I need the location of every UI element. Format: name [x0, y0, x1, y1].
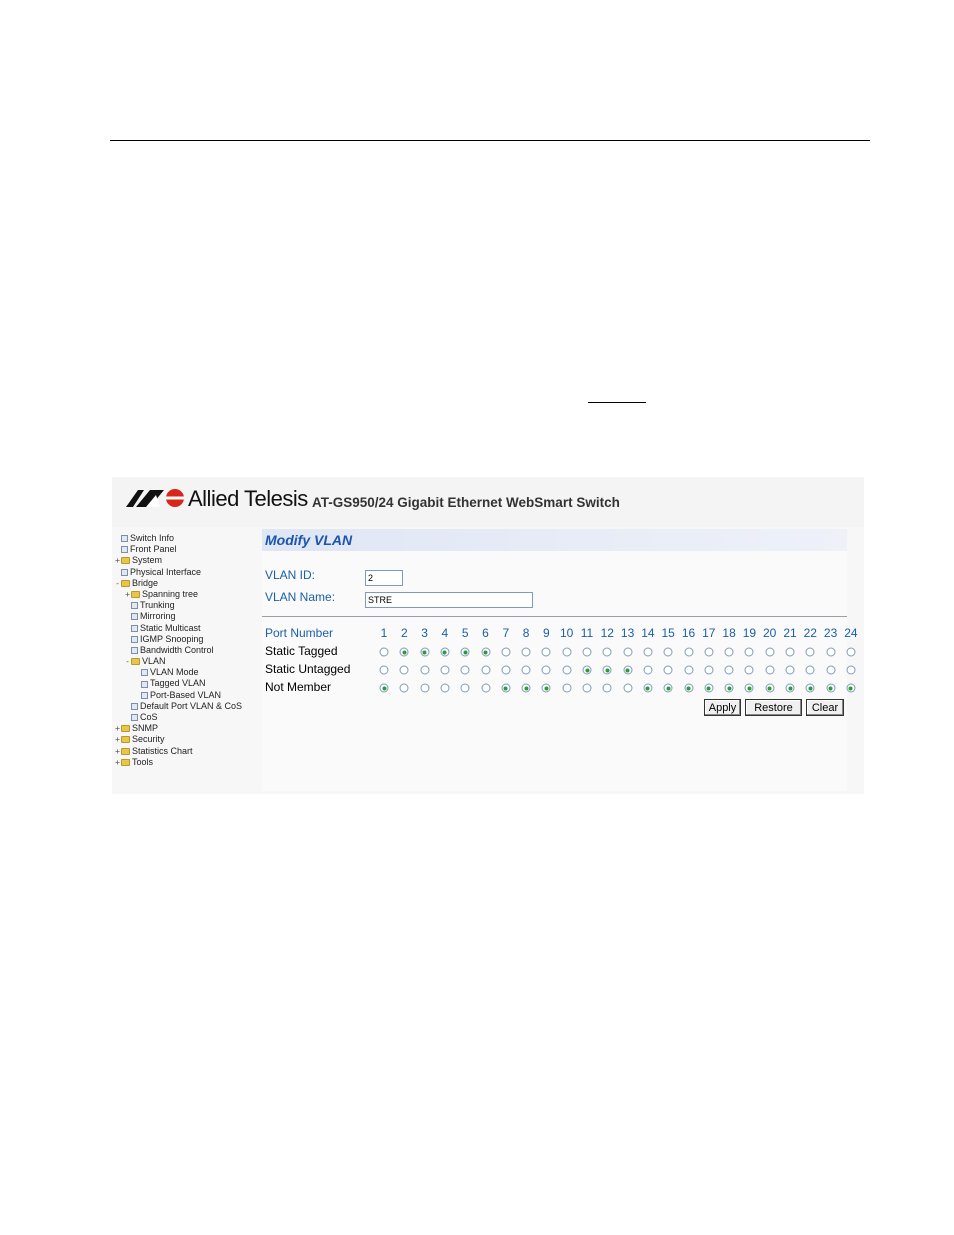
- port-number: 13: [620, 626, 635, 640]
- port-radio[interactable]: [806, 666, 815, 675]
- port-radio[interactable]: [461, 666, 470, 675]
- port-number: 17: [702, 626, 716, 640]
- collapse-icon[interactable]: -: [115, 578, 120, 588]
- tree-item-label: VLAN: [142, 656, 166, 667]
- page-icon: [131, 602, 138, 609]
- tree-item[interactable]: [112, 634, 248, 645]
- port-radio[interactable]: [481, 684, 490, 693]
- port-radio[interactable]: [684, 666, 693, 675]
- folder-icon: [131, 591, 140, 598]
- port-radio[interactable]: [400, 684, 409, 693]
- tree-item-label: Bridge: [132, 577, 159, 588]
- expand-icon[interactable]: +: [115, 735, 120, 745]
- static-untagged-label: Static Untagged: [265, 662, 351, 676]
- tree-item[interactable]: [112, 656, 248, 667]
- port-radio[interactable]: [603, 684, 612, 693]
- port-radio[interactable]: [786, 666, 795, 675]
- static-tagged-label: Static Tagged: [265, 644, 338, 658]
- port-radio[interactable]: [846, 648, 855, 657]
- tree-item[interactable]: [112, 578, 248, 589]
- port-radio[interactable]: [522, 666, 531, 675]
- port-radio[interactable]: [704, 666, 713, 675]
- port-radio[interactable]: [501, 666, 510, 675]
- collapse-icon[interactable]: -: [125, 657, 130, 667]
- port-radio[interactable]: [643, 684, 652, 693]
- port-radio[interactable]: [643, 648, 652, 657]
- port-number: 1: [380, 626, 388, 640]
- page-icon: [131, 703, 138, 710]
- port-radio[interactable]: [420, 666, 429, 675]
- folder-icon: [121, 725, 130, 732]
- tree-item-label: Mirroring: [140, 611, 176, 622]
- brand-name: Allied Telesis: [188, 486, 308, 511]
- vlan-id-label: VLAN ID:: [265, 568, 316, 582]
- tree-item-label: Spanning tree: [142, 588, 199, 599]
- port-radio[interactable]: [725, 684, 734, 693]
- port-radio[interactable]: [522, 684, 531, 693]
- tree-item[interactable]: [112, 734, 248, 745]
- port-radio[interactable]: [725, 648, 734, 657]
- port-radio[interactable]: [542, 648, 551, 657]
- port-radio[interactable]: [420, 648, 429, 657]
- page-icon: [131, 636, 138, 643]
- port-number: 16: [681, 626, 696, 640]
- port-radio[interactable]: [562, 684, 571, 693]
- port-number: 4: [441, 626, 449, 640]
- port-radio[interactable]: [420, 684, 429, 693]
- port-radio[interactable]: [806, 648, 815, 657]
- page-icon: [131, 714, 138, 721]
- apply-button[interactable]: Apply: [704, 699, 741, 716]
- folder-icon: [121, 580, 130, 587]
- not-member-label: Not Member: [265, 680, 332, 694]
- port-radio[interactable]: [583, 648, 592, 657]
- tree-item[interactable]: [112, 712, 248, 723]
- port-radio[interactable]: [583, 684, 592, 693]
- port-radio[interactable]: [380, 666, 389, 675]
- port-radio[interactable]: [745, 684, 754, 693]
- port-number: 19: [742, 626, 757, 640]
- port-radio[interactable]: [623, 666, 632, 675]
- port-radio[interactable]: [745, 648, 754, 657]
- tree-item-label: Static Multicast: [140, 622, 201, 633]
- page-title: Modify VLAN: [265, 532, 353, 548]
- tree-item[interactable]: [112, 678, 248, 689]
- port-radio[interactable]: [400, 666, 409, 675]
- tree-item[interactable]: [112, 690, 248, 701]
- port-radio[interactable]: [562, 666, 571, 675]
- port-radio[interactable]: [440, 648, 449, 657]
- port-radio[interactable]: [501, 648, 510, 657]
- tree-item[interactable]: [112, 645, 248, 656]
- tree-item-label: Port-Based VLAN: [150, 689, 222, 700]
- port-radio[interactable]: [826, 666, 835, 675]
- port-radio[interactable]: [481, 648, 490, 657]
- expand-icon[interactable]: +: [115, 556, 120, 566]
- port-radio[interactable]: [400, 648, 409, 657]
- port-number: 18: [722, 626, 736, 640]
- port-number: 5: [461, 626, 469, 640]
- tree-item[interactable]: [112, 567, 248, 578]
- tree-item-label: Tools: [132, 756, 154, 767]
- page-icon: [121, 535, 128, 542]
- header-banner: [112, 477, 864, 527]
- tree-item[interactable]: [112, 701, 248, 712]
- port-number: 11: [580, 626, 594, 640]
- page-icon: [141, 681, 148, 688]
- port-radio[interactable]: [583, 666, 592, 675]
- port-radio[interactable]: [846, 666, 855, 675]
- page-icon: [131, 647, 138, 654]
- expand-icon[interactable]: +: [115, 757, 120, 767]
- tree-item[interactable]: [112, 723, 248, 734]
- page-icon: [141, 692, 148, 699]
- document-underline-rule: [588, 402, 646, 403]
- port-radio[interactable]: [481, 666, 490, 675]
- port-number: 3: [421, 626, 428, 640]
- product-title: AT-GS950/24 Gigabit Ethernet WebSmart Switch: [312, 495, 620, 510]
- tree-item[interactable]: [112, 757, 248, 768]
- port-number: 9: [543, 626, 550, 640]
- folder-icon: [121, 759, 130, 766]
- port-number-label: Port Number: [265, 626, 334, 640]
- tree-item-label: Statistics Chart: [132, 745, 193, 756]
- port-number: 24: [844, 626, 858, 640]
- port-radio[interactable]: [806, 684, 815, 693]
- folder-icon: [121, 748, 130, 755]
- page-icon: [131, 625, 138, 632]
- port-radio[interactable]: [745, 666, 754, 675]
- tree-item-label: Bandwidth Control: [140, 644, 214, 655]
- port-radio[interactable]: [440, 684, 449, 693]
- port-radio[interactable]: [643, 666, 652, 675]
- tree-item[interactable]: [112, 600, 248, 611]
- clear-button[interactable]: Clear: [806, 699, 844, 716]
- port-radio[interactable]: [786, 648, 795, 657]
- port-number: 12: [600, 626, 614, 640]
- folder-icon: [121, 557, 130, 564]
- tree-item[interactable]: [112, 746, 248, 757]
- port-radio[interactable]: [684, 684, 693, 693]
- page-icon: [131, 613, 138, 620]
- port-radio[interactable]: [704, 648, 713, 657]
- port-radio[interactable]: [664, 684, 673, 693]
- vlan-name-field[interactable]: STRE: [365, 592, 533, 608]
- port-radio[interactable]: [542, 666, 551, 675]
- port-radio[interactable]: [542, 684, 551, 693]
- port-radio[interactable]: [522, 648, 531, 657]
- page-icon: [121, 546, 128, 553]
- expand-icon[interactable]: +: [115, 746, 120, 756]
- port-radio[interactable]: [826, 684, 835, 693]
- port-radio[interactable]: [623, 648, 632, 657]
- port-radio[interactable]: [765, 648, 774, 657]
- port-radio[interactable]: [664, 648, 673, 657]
- port-number: 2: [400, 626, 408, 640]
- title-bar: [262, 529, 847, 551]
- expand-icon[interactable]: +: [115, 724, 120, 734]
- port-radio[interactable]: [603, 648, 612, 657]
- web-interface-screenshot: [112, 477, 864, 794]
- port-radio[interactable]: [562, 648, 571, 657]
- tree-item[interactable]: [112, 611, 248, 622]
- port-number: 7: [502, 626, 510, 640]
- page-icon: [141, 669, 148, 676]
- port-radio[interactable]: [684, 648, 693, 657]
- tree-item-label: SNMP: [132, 723, 159, 734]
- port-radio[interactable]: [603, 666, 612, 675]
- port-radio[interactable]: [461, 684, 470, 693]
- port-number: 10: [560, 626, 574, 640]
- folder-icon: [131, 658, 140, 665]
- port-number: 8: [522, 626, 530, 640]
- tree-item-label: Trunking: [140, 600, 175, 611]
- page-icon: [121, 569, 128, 576]
- tree-item[interactable]: [112, 544, 248, 555]
- port-number: 22: [803, 626, 817, 640]
- port-radio[interactable]: [380, 648, 389, 657]
- port-radio[interactable]: [704, 684, 713, 693]
- tree-item-label: VLAN Mode: [150, 667, 199, 678]
- tree-item-label: System: [132, 555, 163, 566]
- port-number: 20: [763, 626, 777, 640]
- port-radio[interactable]: [501, 684, 510, 693]
- folder-icon: [121, 736, 130, 743]
- port-radio[interactable]: [380, 684, 389, 693]
- tree-item-label: Front Panel: [130, 544, 177, 555]
- expand-icon[interactable]: +: [125, 589, 130, 599]
- tree-item[interactable]: [112, 623, 248, 634]
- tree-item-label: Security: [132, 734, 165, 745]
- tree-item[interactable]: [112, 667, 248, 678]
- port-radio[interactable]: [623, 684, 632, 693]
- port-radio[interactable]: [826, 648, 835, 657]
- port-radio[interactable]: [765, 666, 774, 675]
- port-radio[interactable]: [461, 648, 470, 657]
- port-radio[interactable]: [786, 684, 795, 693]
- port-number: 14: [641, 626, 655, 640]
- port-number: 6: [482, 626, 489, 640]
- tree-item[interactable]: [112, 533, 248, 544]
- port-radio[interactable]: [440, 666, 449, 675]
- tree-item-label: IGMP Snooping: [140, 633, 204, 644]
- port-number: 21: [783, 626, 797, 640]
- vlan-id-field[interactable]: 2: [365, 570, 403, 586]
- port-radio[interactable]: [664, 666, 673, 675]
- port-radio[interactable]: [725, 666, 734, 675]
- document-top-rule: [110, 140, 870, 141]
- tree-item-label: Physical Interface: [130, 566, 202, 577]
- navigation-tree: [112, 533, 248, 768]
- tree-item-label: Switch Info: [130, 533, 175, 543]
- tree-item-label: CoS: [140, 712, 158, 722]
- divider: [262, 616, 847, 617]
- port-radio[interactable]: [846, 684, 855, 693]
- tree-item[interactable]: [112, 589, 248, 600]
- port-number: 23: [823, 626, 838, 640]
- port-radio[interactable]: [765, 684, 774, 693]
- main-content: [262, 529, 858, 791]
- port-number: 15: [661, 626, 675, 640]
- vlan-name-label: VLAN Name:: [265, 590, 336, 604]
- tree-item-label: Tagged VLAN: [150, 678, 206, 689]
- tree-item-label: Default Port VLAN & CoS: [140, 700, 243, 711]
- allied-telesis-logo-icon: [124, 487, 186, 509]
- restore-button[interactable]: Restore: [745, 699, 802, 716]
- tree-item[interactable]: [112, 555, 248, 566]
